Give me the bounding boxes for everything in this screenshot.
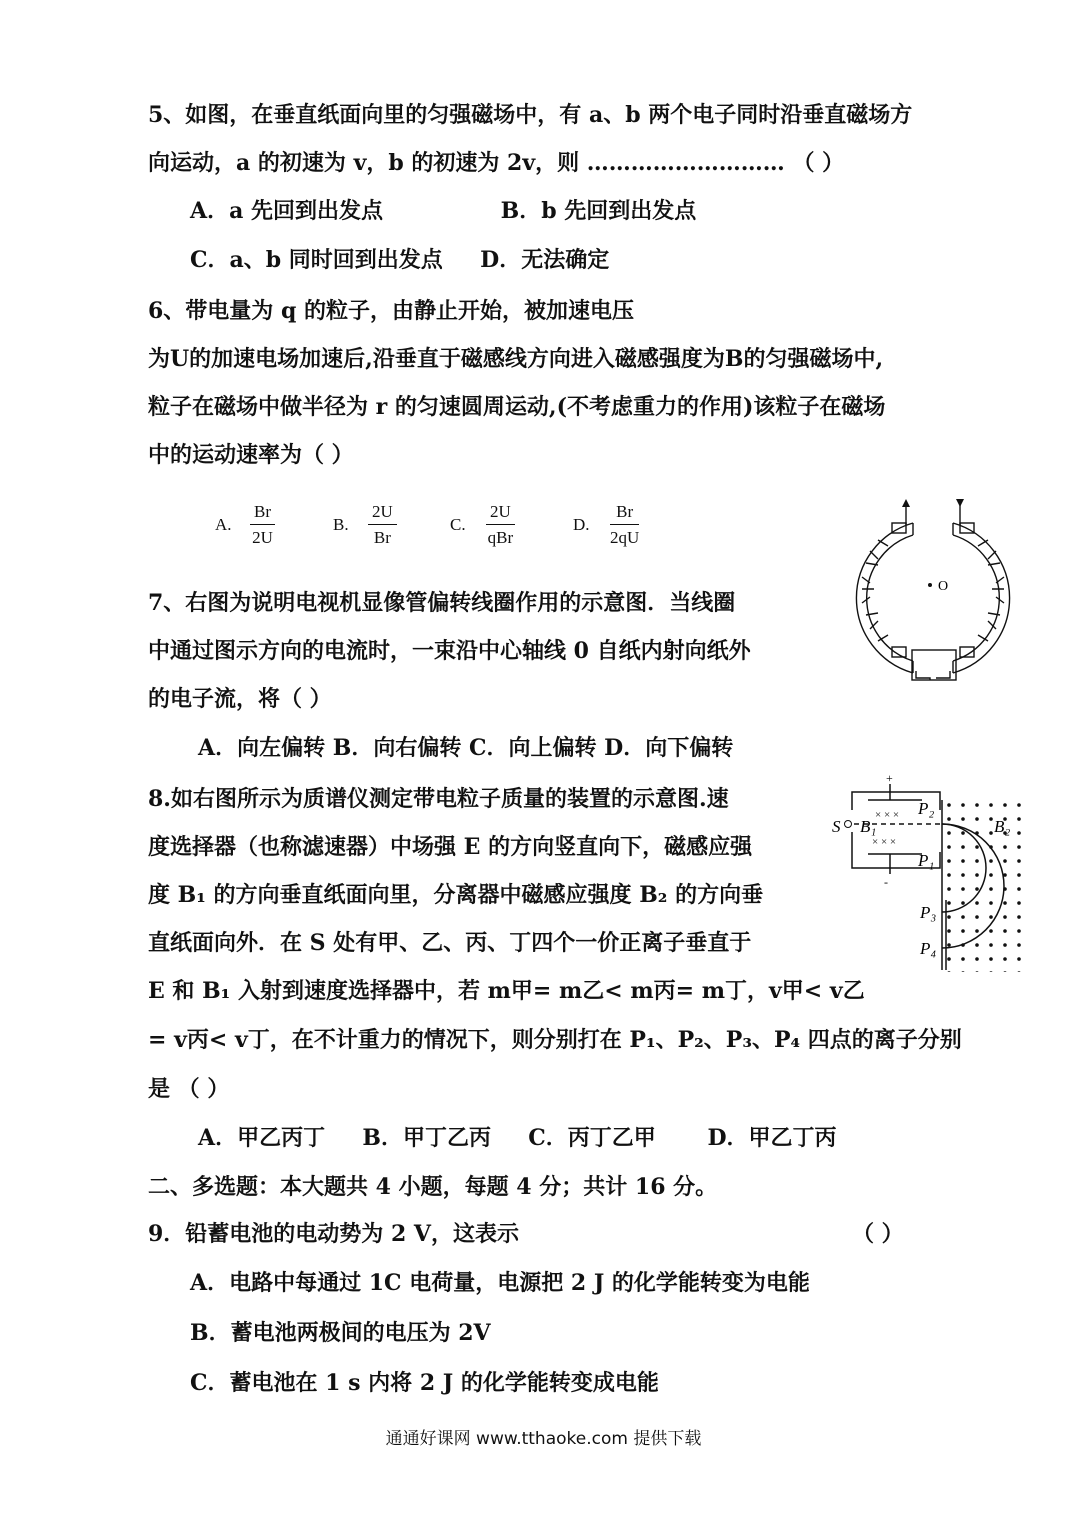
- q5-line-2: 向运动，a 的初速为 v，b 的初速为 2v，则 ……………………… （ ）: [148, 150, 845, 176]
- q6-option-a-fraction: [250, 500, 275, 551]
- fraction-numerator: Br: [250, 500, 275, 525]
- q6-line-2: 为U的加速电场加速后,沿垂直于磁感线方向进入磁感强度为B的匀强磁场中,: [148, 346, 884, 372]
- q7-line-2: 中通过图示方向的电流时，一束沿中心轴线 0 自纸内射向纸外: [148, 638, 751, 664]
- q5-options-ab: A．a 先回到出发点 B．b 先回到出发点: [190, 198, 697, 224]
- q8-line-3: 度 B₁ 的方向垂直纸面向里，分离器中磁感应强度 B₂ 的方向垂: [148, 882, 764, 908]
- q6-option-b-label: B.: [333, 515, 349, 534]
- q9-line-1: 9．铅蓄电池的电动势为 2 V，这表示: [148, 1221, 520, 1247]
- q8-line-2: 度选择器（也称滤速器）中场强 E 的方向竖直向下，磁感应强: [148, 834, 753, 860]
- svg-text:-: -: [884, 875, 888, 889]
- fraction-denominator: 2qU: [610, 528, 640, 547]
- q9-option-b: B．蓄电池两极间的电压为 2V: [190, 1320, 491, 1346]
- fig7-center-label: O: [938, 579, 949, 594]
- fraction-numerator: 2U: [486, 500, 515, 525]
- q8-line-6: = v丙< v丁，在不计重力的情况下，则分别打在 P₁、P₂、P₃、P₄ 四点的离子分别: [148, 1027, 962, 1053]
- fraction-numerator: Br: [610, 500, 639, 525]
- q6-option-d-fraction: [610, 500, 639, 551]
- q8-options: A．甲乙丙丁 B．甲丁乙丙 C．丙丁乙甲 D．甲乙丁丙: [198, 1125, 837, 1151]
- q8-line-1: 8.如右图所示为质谱仪测定带电粒子质量的装置的示意图.速: [148, 786, 729, 812]
- q6-line-3: 粒子在磁场中做半径为 r 的匀速圆周运动,(不考虑重力的作用)该粒子在磁场: [148, 394, 886, 420]
- svg-text:× × ×: × × ×: [875, 809, 900, 821]
- q6-option-c-fraction: [486, 500, 515, 551]
- q7-options: A．向左偏转 B．向右偏转 C．向上偏转 D．向下偏转: [198, 735, 734, 761]
- fraction-denominator: Br: [373, 528, 391, 547]
- fig8-label-s: S: [832, 817, 841, 836]
- fig8-label-b1: B₁: [860, 817, 877, 836]
- q8-line-4: 直纸面向外．在 S 处有甲、乙、丙、丁四个一价正离子垂直于: [148, 930, 752, 956]
- q5-line-1: 5、如图，在垂直纸面向里的匀强磁场中，有 a、b 两个电子同时沿垂直磁场方: [148, 102, 913, 128]
- q5-options-cd: C．a、b 同时回到出发点 D．无法确定: [190, 247, 610, 273]
- q6-option-c-label: C.: [450, 515, 466, 534]
- fig8-label-p3: P₃: [920, 903, 937, 922]
- q7-line-1: 7、右图为说明电视机显像管偏转线圈作用的示意图．当线圈: [148, 590, 736, 616]
- q9-answer-paren: （ ）: [852, 1221, 904, 1247]
- q6-option-d-label: D.: [573, 515, 590, 534]
- mass-spectrometer-figure: [830, 770, 1025, 980]
- fraction-numerator: 2U: [368, 500, 397, 525]
- q6-line-4: 中的运动速率为（ ）: [148, 442, 354, 468]
- q8-line-7: 是 （ ）: [148, 1076, 230, 1102]
- svg-text:+: +: [886, 771, 893, 785]
- footer-source: 通通好课网 www.tthaoke.com 提供下载: [385, 1429, 702, 1449]
- q6-option-b-fraction: [368, 500, 397, 551]
- fig8-label-p4: P₄: [920, 939, 937, 958]
- q6-line-1: 6、带电量为 q 的粒子，由静止开始，被加速电压: [148, 298, 635, 324]
- section-2-heading: 二、多选题：本大题共 4 小题，每题 4 分；共计 16 分。: [148, 1174, 718, 1200]
- fraction-denominator: 2U: [252, 528, 273, 547]
- q7-line-3: 的电子流，将（ ）: [148, 686, 332, 712]
- q6-option-a-label: A.: [215, 515, 232, 534]
- fig8-label-b2: B₂: [994, 817, 1011, 836]
- q9-option-a: A．电路中每通过 1C 电荷量，电源把 2 J 的化学能转变为电能: [190, 1270, 810, 1296]
- svg-text:× × ×: × × ×: [872, 836, 897, 848]
- q8-line-5: E 和 B₁ 入射到速度选择器中，若 m甲= m乙< m丙= m丁，v甲< v乙: [148, 978, 865, 1004]
- q9-option-c: C．蓄电池在 1 s 内将 2 J 的化学能转变成电能: [190, 1370, 659, 1396]
- fig8-label-p2: P₂: [918, 799, 935, 818]
- deflection-coil-figure: [848, 495, 1018, 690]
- fraction-denominator: qBr: [487, 528, 514, 547]
- fig8-label-p1: P₁: [918, 851, 935, 870]
